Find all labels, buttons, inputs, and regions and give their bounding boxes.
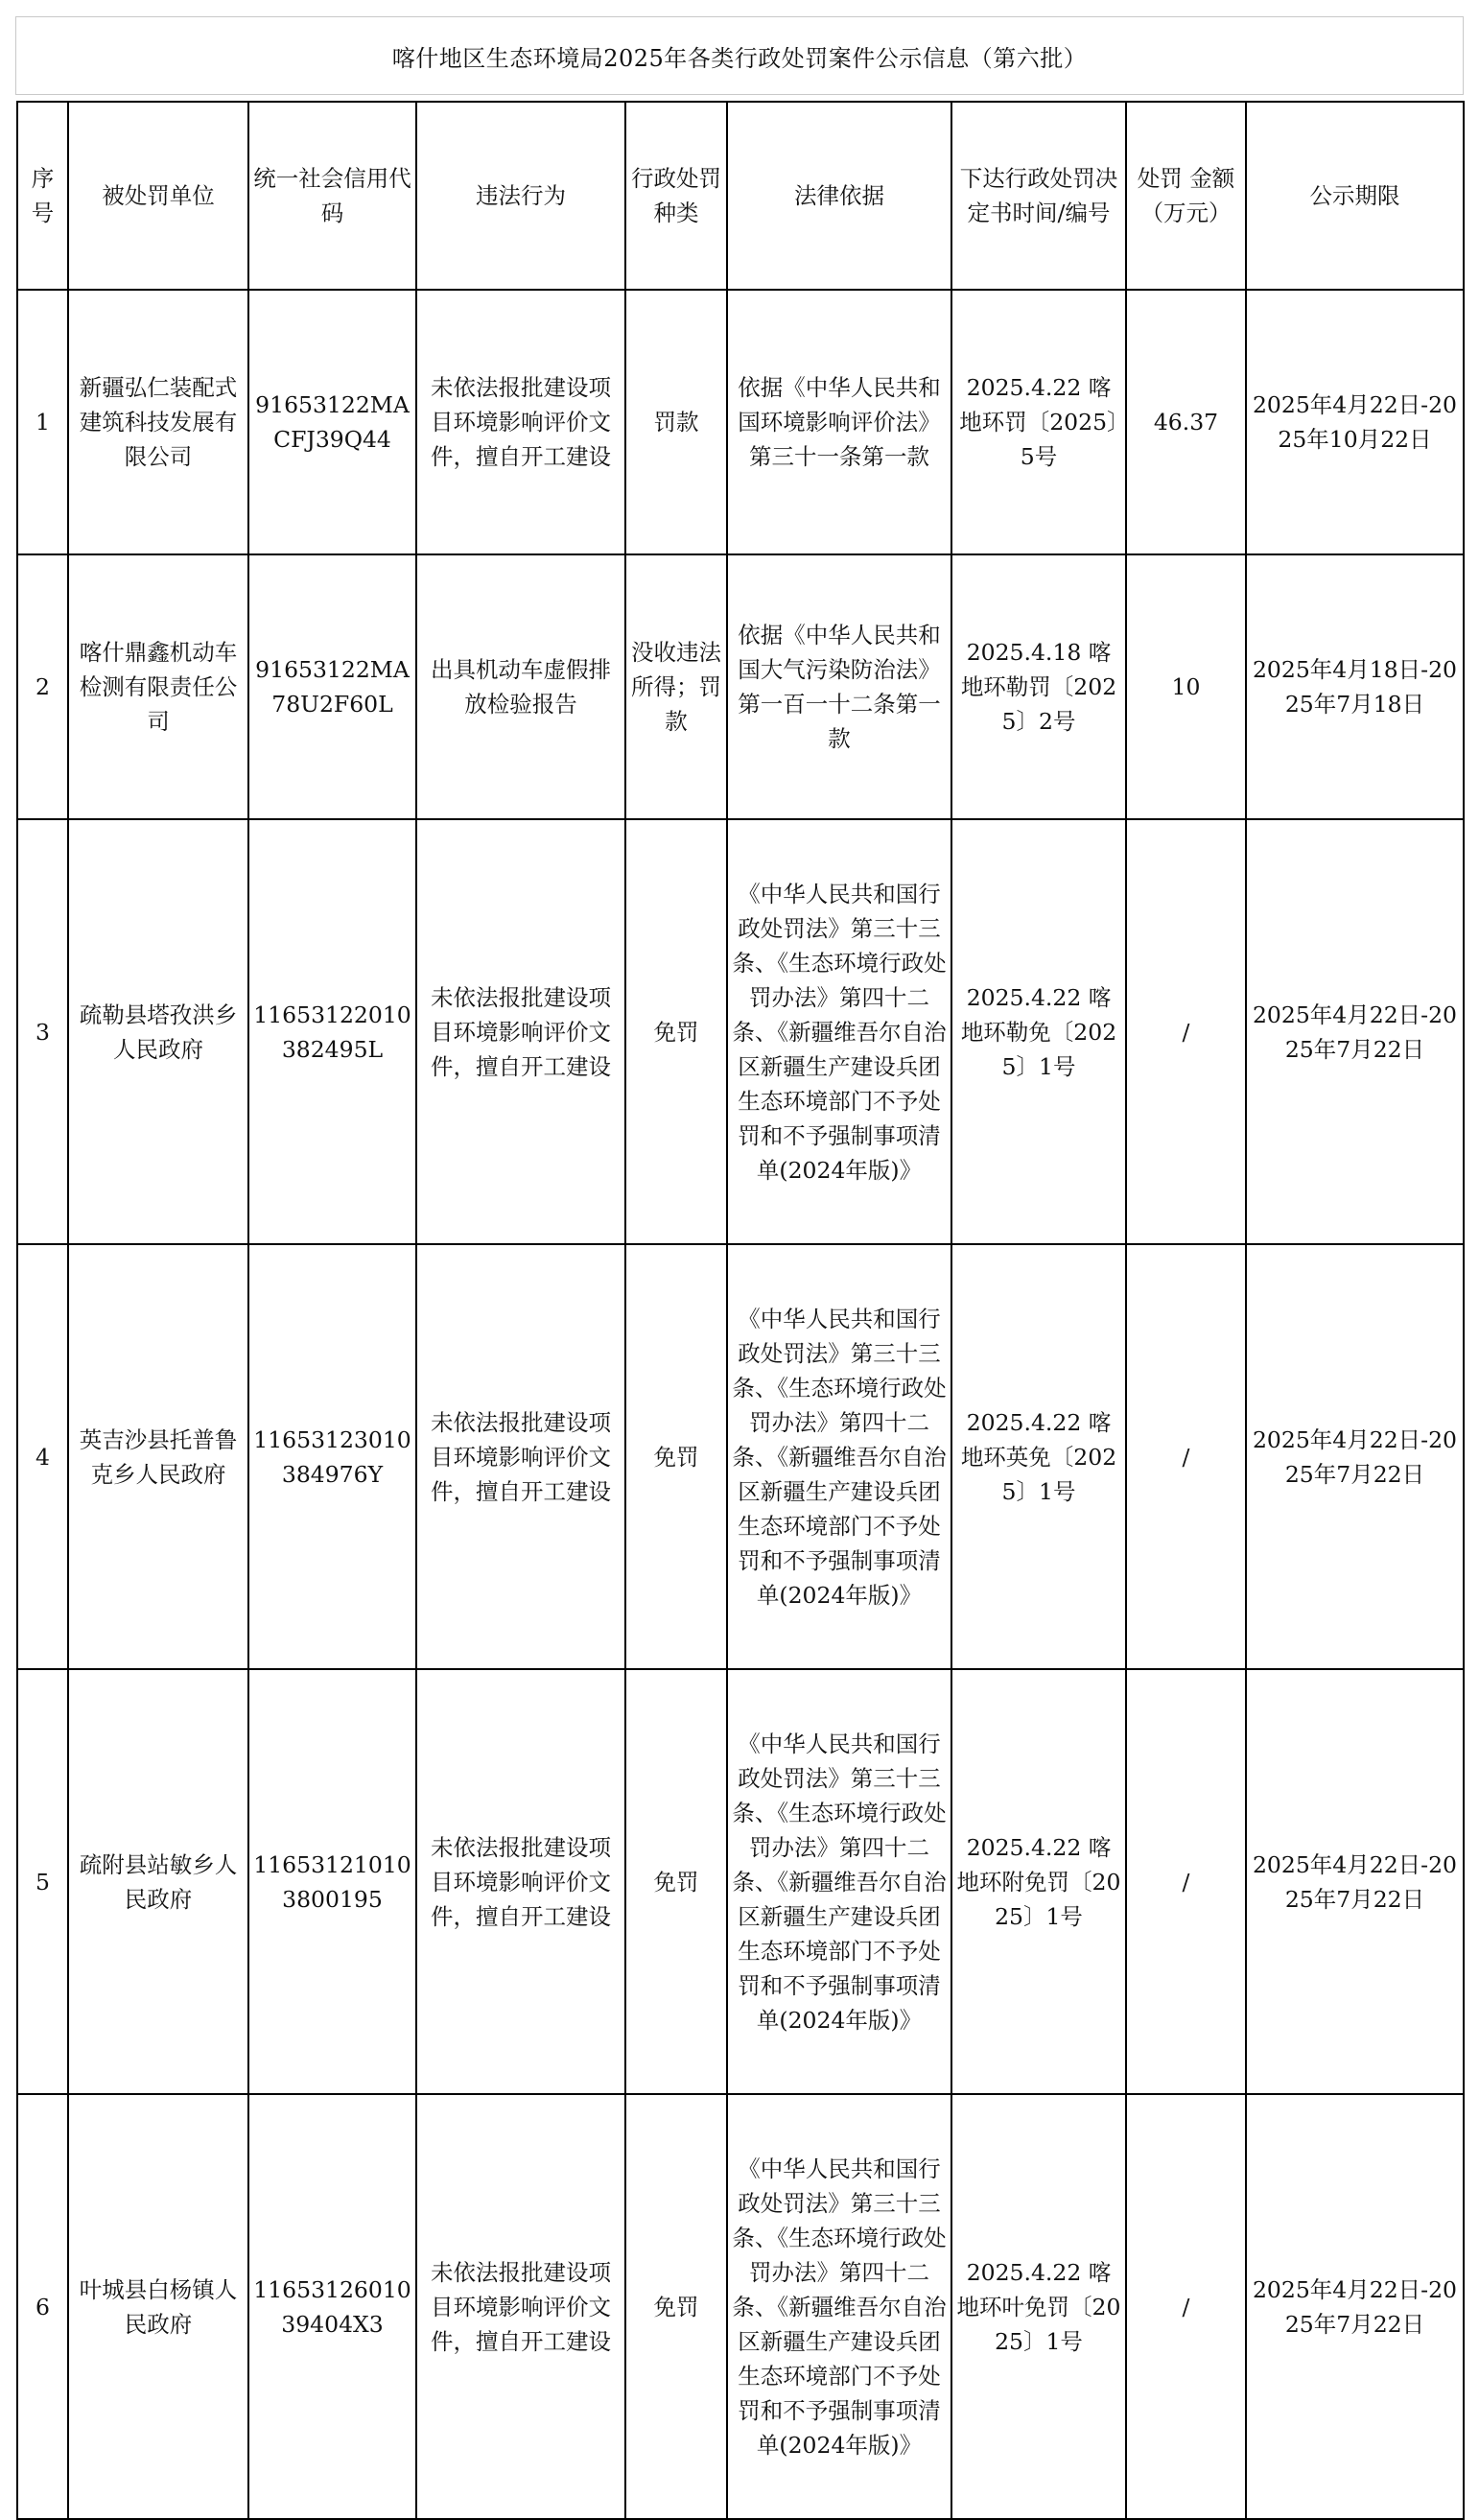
cell-credit-code: 11653122010382495L bbox=[248, 819, 416, 1244]
cell-penalty-type: 罚款 bbox=[625, 290, 727, 554]
cell-decision: 2025.4.18 喀地环勒罚〔2025〕2号 bbox=[951, 554, 1126, 819]
header-row bbox=[17, 102, 1464, 290]
cell-credit-code: 91653122MA78U2F60L bbox=[248, 554, 416, 819]
cell-amount: 10 bbox=[1126, 554, 1246, 819]
cell-period: 2025年4月22日-2025年7月22日 bbox=[1246, 1669, 1464, 2094]
cell-legal-basis: 《中华人民共和国行政处罚法》第三十三条、《生态环境行政处罚办法》第四十二条、《新疆维吾尔自治区新疆生产建设兵团生态环境部门不予处罚和不予强制事项清单(2024年版)》 bbox=[727, 819, 951, 1244]
header-decision: 下达行政处罚决定书时间/编号 bbox=[951, 102, 1126, 290]
cell-entity: 英吉沙县托普鲁克乡人民政府 bbox=[68, 1244, 248, 1669]
table-row bbox=[17, 1669, 1464, 2094]
cell-penalty-type: 免罚 bbox=[625, 1244, 727, 1669]
cell-credit-code: 11653123010384976Y bbox=[248, 1244, 416, 1669]
page-title: 喀什地区生态环境局2025年各类行政处罚案件公示信息（第六批） bbox=[15, 16, 1464, 95]
cell-decision: 2025.4.22 喀地环附免罚〔2025〕1号 bbox=[951, 1669, 1126, 2094]
header-credit-code: 统一社会信用代码 bbox=[248, 102, 416, 290]
cell-amount: / bbox=[1126, 1244, 1246, 1669]
cell-period: 2025年4月22日-2025年7月22日 bbox=[1246, 2094, 1464, 2519]
cell-no: 5 bbox=[17, 1669, 68, 2094]
penalty-table bbox=[16, 101, 1465, 2520]
cell-violation: 未依法报批建设项目环境影响评价文件，擅自开工建设 bbox=[416, 1669, 625, 2094]
cell-period: 2025年4月22日-2025年7月22日 bbox=[1246, 1244, 1464, 1669]
cell-entity: 叶城县白杨镇人民政府 bbox=[68, 2094, 248, 2519]
cell-entity: 新疆弘仁装配式建筑科技发展有限公司 bbox=[68, 290, 248, 554]
cell-period: 2025年4月18日-2025年7月18日 bbox=[1246, 554, 1464, 819]
cell-no: 1 bbox=[17, 290, 68, 554]
cell-entity: 喀什鼎鑫机动车检测有限责任公司 bbox=[68, 554, 248, 819]
header-amount: 处罚 金额 （万元） bbox=[1126, 102, 1246, 290]
cell-decision: 2025.4.22 喀地环罚〔2025〕5号 bbox=[951, 290, 1126, 554]
table-row bbox=[17, 290, 1464, 554]
cell-violation: 未依法报批建设项目环境影响评价文件，擅自开工建设 bbox=[416, 290, 625, 554]
cell-legal-basis: 依据《中华人民共和国环境影响评价法》第三十一条第一款 bbox=[727, 290, 951, 554]
cell-no: 2 bbox=[17, 554, 68, 819]
header-legal-basis: 法律依据 bbox=[727, 102, 951, 290]
table-row bbox=[17, 1244, 1464, 1669]
cell-period: 2025年4月22日-2025年7月22日 bbox=[1246, 819, 1464, 1244]
cell-penalty-type: 免罚 bbox=[625, 819, 727, 1244]
cell-amount: / bbox=[1126, 1669, 1246, 2094]
cell-amount: / bbox=[1126, 2094, 1246, 2519]
header-entity: 被处罚单位 bbox=[68, 102, 248, 290]
cell-penalty-type: 没收违法所得；罚款 bbox=[625, 554, 727, 819]
cell-legal-basis: 依据《中华人民共和国大气污染防治法》第一百一十二条第一款 bbox=[727, 554, 951, 819]
cell-violation: 出具机动车虚假排放检验报告 bbox=[416, 554, 625, 819]
cell-decision: 2025.4.22 喀地环叶免罚〔2025〕1号 bbox=[951, 2094, 1126, 2519]
table-row bbox=[17, 2094, 1464, 2519]
cell-no: 6 bbox=[17, 2094, 68, 2519]
cell-penalty-type: 免罚 bbox=[625, 1669, 727, 2094]
table-row bbox=[17, 819, 1464, 1244]
table-row bbox=[17, 554, 1464, 819]
cell-violation: 未依法报批建设项目环境影响评价文件，擅自开工建设 bbox=[416, 819, 625, 1244]
header-penalty-type: 行政处罚种类 bbox=[625, 102, 727, 290]
cell-legal-basis: 《中华人民共和国行政处罚法》第三十三条、《生态环境行政处罚办法》第四十二条、《新疆维吾尔自治区新疆生产建设兵团生态环境部门不予处罚和不予强制事项清单(2024年版)》 bbox=[727, 1669, 951, 2094]
cell-legal-basis: 《中华人民共和国行政处罚法》第三十三条、《生态环境行政处罚办法》第四十二条、《新疆维吾尔自治区新疆生产建设兵团生态环境部门不予处罚和不予强制事项清单(2024年版)》 bbox=[727, 1244, 951, 1669]
cell-legal-basis: 《中华人民共和国行政处罚法》第三十三条、《生态环境行政处罚办法》第四十二条、《新疆维吾尔自治区新疆生产建设兵团生态环境部门不予处罚和不予强制事项清单(2024年版)》 bbox=[727, 2094, 951, 2519]
cell-no: 3 bbox=[17, 819, 68, 1244]
cell-violation: 未依法报批建设项目环境影响评价文件，擅自开工建设 bbox=[416, 1244, 625, 1669]
cell-period: 2025年4月22日-2025年10月22日 bbox=[1246, 290, 1464, 554]
header-period: 公示期限 bbox=[1246, 102, 1464, 290]
header-no: 序号 bbox=[17, 102, 68, 290]
cell-credit-code: 1165312601039404X3 bbox=[248, 2094, 416, 2519]
cell-entity: 疏附县站敏乡人民政府 bbox=[68, 1669, 248, 2094]
cell-decision: 2025.4.22 喀地环英免〔2025〕1号 bbox=[951, 1244, 1126, 1669]
cell-credit-code: 116531210103800195 bbox=[248, 1669, 416, 2094]
cell-no: 4 bbox=[17, 1244, 68, 1669]
cell-penalty-type: 免罚 bbox=[625, 2094, 727, 2519]
cell-amount: 46.37 bbox=[1126, 290, 1246, 554]
cell-amount: / bbox=[1126, 819, 1246, 1244]
cell-decision: 2025.4.22 喀地环勒免〔2025〕1号 bbox=[951, 819, 1126, 1244]
cell-entity: 疏勒县塔孜洪乡人民政府 bbox=[68, 819, 248, 1244]
cell-credit-code: 91653122MACFJ39Q44 bbox=[248, 290, 416, 554]
cell-violation: 未依法报批建设项目环境影响评价文件，擅自开工建设 bbox=[416, 2094, 625, 2519]
header-violation: 违法行为 bbox=[416, 102, 625, 290]
